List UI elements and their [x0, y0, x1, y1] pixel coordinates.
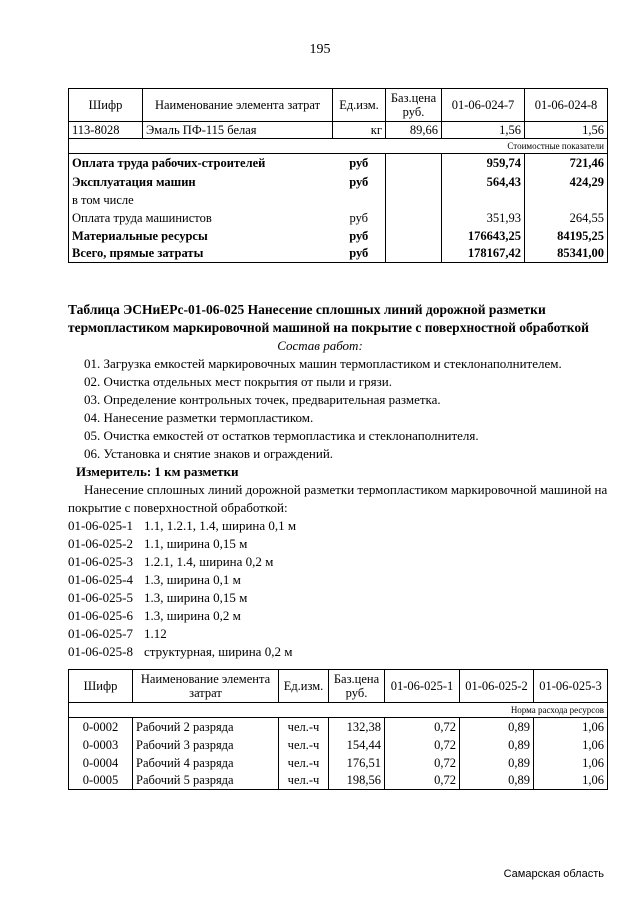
- header-cell: 01-06-025-1: [385, 670, 460, 703]
- header-cell: Ед.изм.: [333, 89, 386, 122]
- cell-value: 1,56: [442, 122, 525, 139]
- header-cell: Шифр: [69, 670, 133, 703]
- header-cell: Наименование элемента затрат: [143, 89, 333, 122]
- cell-name: Рабочий 3 разряда: [133, 736, 279, 754]
- cell-value: 178167,42: [442, 245, 525, 263]
- table-row: [69, 718, 608, 736]
- table-row: [69, 173, 608, 191]
- table-row: [69, 209, 608, 227]
- footer-region: Самарская область: [503, 868, 604, 880]
- cell-name: Эксплуатация машин: [69, 173, 333, 191]
- section-label: Стоимостные показатели: [69, 139, 608, 154]
- rate-description: 1.1, 1.2.1, 1.4, ширина 0,1 м: [144, 518, 297, 533]
- cell-value: 1,06: [534, 736, 608, 754]
- work-step: 06. Установка и снятие знаков и ограждений.: [84, 446, 334, 461]
- cell-value: 176643,25: [442, 227, 525, 245]
- cell-value: 0,72: [385, 754, 460, 772]
- table-row: [69, 154, 608, 173]
- cell-value: 424,29: [525, 173, 608, 191]
- cell-name: Всего, прямые затраты: [69, 245, 333, 263]
- resource-table-025: [68, 669, 608, 790]
- rate-description: структурная, ширина 0,2 м: [144, 644, 293, 659]
- cell-price: 198,56: [329, 772, 385, 790]
- section-label: Норма расхода ресурсов: [69, 703, 608, 718]
- work-step: 02. Очистка отдельных мест покрытия от пыли и грязи.: [84, 374, 392, 389]
- cell-value: 0,89: [460, 718, 534, 736]
- cell-code: 0-0002: [69, 718, 133, 736]
- table-header-row: [69, 89, 608, 122]
- header-cell: Баз.цена руб.: [329, 670, 385, 703]
- cell-unit: руб: [333, 209, 386, 227]
- table-title: Таблица ЭСНиЕРс-01-06-025 Нанесение сплошных линий дорожной разметки: [68, 302, 546, 317]
- cell-price: 154,44: [329, 736, 385, 754]
- header-cell: 01-06-024-7: [442, 89, 525, 122]
- header-cell: Ед.изм.: [279, 670, 329, 703]
- rate-description: 1.3, ширина 0,15 м: [144, 590, 248, 605]
- cell-value: 0,89: [460, 772, 534, 790]
- cell-value: 0,89: [460, 754, 534, 772]
- table-row: [69, 754, 608, 772]
- work-step: 01. Загрузка емкостей маркировочных машин термопластиком и стеклонаполнителем.: [84, 356, 562, 371]
- cell-unit: чел.-ч: [279, 736, 329, 754]
- rate-code: 01-06-025-6: [68, 608, 133, 623]
- rate-code: 01-06-025-3: [68, 554, 133, 569]
- header-cell: Шифр: [69, 89, 143, 122]
- rate-description: 1.2.1, 1.4, ширина 0,2 м: [144, 554, 274, 569]
- table-row: [69, 191, 608, 209]
- cell-name: Оплата труда машинистов: [69, 209, 333, 227]
- cell-value: [525, 191, 608, 209]
- cell-value: 85341,00: [525, 245, 608, 263]
- rate-description: 1.1, ширина 0,15 м: [144, 536, 248, 551]
- cell-value: 0,72: [385, 736, 460, 754]
- cell-value: 0,72: [385, 772, 460, 790]
- cell-unit: чел.-ч: [279, 754, 329, 772]
- cell-value: 0,89: [460, 736, 534, 754]
- header-cell: 01-06-024-8: [525, 89, 608, 122]
- description-text-continued: покрытие с поверхностной обработкой:: [68, 500, 288, 515]
- work-step: 05. Очистка емкостей от остатков термопластика и стеклонаполнителя.: [84, 428, 479, 443]
- cell-value: 959,74: [442, 154, 525, 173]
- table-row: [69, 772, 608, 790]
- cell-price: 176,51: [329, 754, 385, 772]
- section-label-row: [69, 703, 608, 718]
- rate-code: 01-06-025-8: [68, 644, 133, 659]
- table-row: [69, 245, 608, 263]
- composition-heading: Состав работ:: [277, 338, 363, 353]
- table-row: [69, 736, 608, 754]
- cell-value: 264,55: [525, 209, 608, 227]
- rate-code: 01-06-025-1: [68, 518, 133, 533]
- cell-unit: руб: [333, 154, 386, 173]
- cell-code: 0-0003: [69, 736, 133, 754]
- rate-code: 01-06-025-5: [68, 590, 133, 605]
- rate-description: 1.3, ширина 0,2 м: [144, 608, 241, 623]
- cell-unit: кг: [333, 122, 386, 139]
- cell-price: 89,66: [386, 122, 442, 139]
- section-label-row: [69, 139, 608, 154]
- cell-value: 1,06: [534, 772, 608, 790]
- cell-code: 0-0005: [69, 772, 133, 790]
- cell-value: 351,93: [442, 209, 525, 227]
- cell-value: 564,43: [442, 173, 525, 191]
- table-header-row: [69, 670, 608, 703]
- cell-value: 721,46: [525, 154, 608, 173]
- rate-code: 01-06-025-7: [68, 626, 133, 641]
- header-cell: Наименование элемента затрат: [133, 670, 279, 703]
- cell-value: 84195,25: [525, 227, 608, 245]
- header-cell: Баз.цена руб.: [386, 89, 442, 122]
- table-row: [69, 227, 608, 245]
- cell-value: 1,06: [534, 754, 608, 772]
- cell-unit: чел.-ч: [279, 718, 329, 736]
- rate-code: 01-06-025-4: [68, 572, 133, 587]
- table-row: [69, 122, 608, 139]
- cell-name: Эмаль ПФ-115 белая: [143, 122, 333, 139]
- cost-table-024: [68, 88, 608, 263]
- cell-name: Оплата труда рабочих-строителей: [69, 154, 333, 173]
- cell-code: 0-0004: [69, 754, 133, 772]
- cell-name: Материальные ресурсы: [69, 227, 333, 245]
- cell-name: в том числе: [69, 191, 333, 209]
- cell-unit: чел.-ч: [279, 772, 329, 790]
- cell-unit: руб: [333, 227, 386, 245]
- work-step: 03. Определение контрольных точек, предварительная разметка.: [84, 392, 441, 407]
- cell-unit: [333, 191, 386, 209]
- cell-value: 1,56: [525, 122, 608, 139]
- page-number: 195: [309, 42, 331, 57]
- cell-value: 0,72: [385, 718, 460, 736]
- cell-name: Рабочий 5 разряда: [133, 772, 279, 790]
- rate-description: 1.3, ширина 0,1 м: [144, 572, 241, 587]
- work-step: 04. Нанесение разметки термопластиком.: [84, 410, 314, 425]
- cell-price: 132,38: [329, 718, 385, 736]
- cell-value: 1,06: [534, 718, 608, 736]
- cell-name: Рабочий 4 разряда: [133, 754, 279, 772]
- header-cell: 01-06-025-2: [460, 670, 534, 703]
- header-cell: 01-06-025-3: [534, 670, 608, 703]
- table-title-continued: термопластиком маркировочной машиной на покрытие с поверхностной обработкой: [68, 320, 589, 335]
- cell-unit: руб: [333, 173, 386, 191]
- cell-unit: руб: [333, 245, 386, 263]
- rate-code: 01-06-025-2: [68, 536, 133, 551]
- description-text: Нанесение сплошных линий дорожной разметки термопластиком маркировочной машиной на: [84, 482, 608, 497]
- rate-description: 1.12: [144, 626, 167, 641]
- meter-label: Измеритель: 1 км разметки: [76, 464, 239, 479]
- cell-value: [442, 191, 525, 209]
- cell-code: 113-8028: [69, 122, 143, 139]
- cell-name: Рабочий 2 разряда: [133, 718, 279, 736]
